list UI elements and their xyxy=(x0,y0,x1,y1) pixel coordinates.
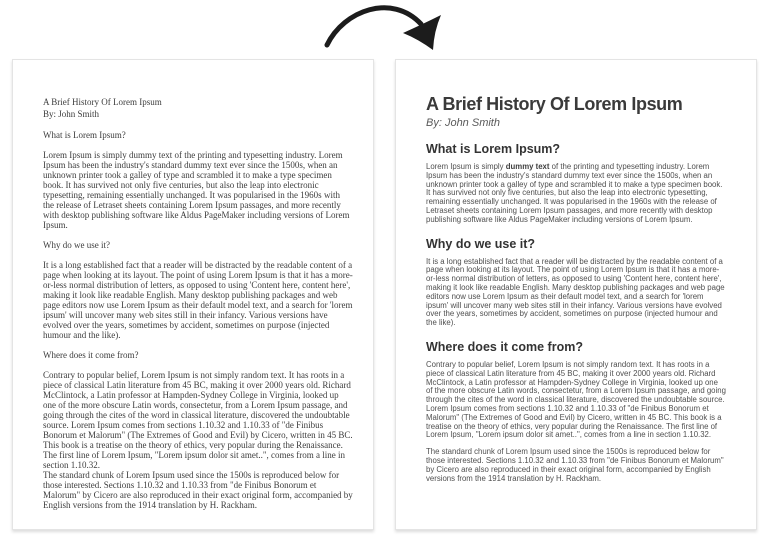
before-page-plain-document xyxy=(12,59,374,530)
paragraph: It is a long established fact that a reader will be distracted by the readable content of a page when looking at its layout. The point of using Lorem Ipsum is that it has a more-or-less normal distribution of letters, as opposed to using 'Content here, content here', making it look like readable English. Many desktop publishing packages and web page editors now use Lorem Ipsum as their default model text, and a search for 'lorem ipsum' will uncover many web sites still in their infancy. Various versions have evolved over the years, sometimes by accident, sometimes on purpose (injected humour and the like). xyxy=(426,256,725,328)
paragraph: Contrary to popular belief, Lorem Ipsum is not simply random text. It has roots in a piece of classical Latin literature from 45 BC, making it over 2000 years old. Richard McClintock, a Latin professor at Hampden-Sydney College in Virginia, looked up one of the more obscure Latin words, consectetur, from a Lorem Ipsum passage, and going through the cites of the word in classical literature, discovered the undoubtable source. Lorem Ipsum comes from sections 1.10.32 and 1.10.33 of "de Finibus Bonorum et Malorum" (The Extremes of Good and Evil) by Cicero, written in 45 BC. This book is a treatise on the theory of ethics, very popular during the Renaissance. The first line of Lorem Ipsum, "Lorem ipsum dolor sit amet..", comes from a line in section 1.10.32. xyxy=(426,359,726,440)
document-byline: By: John Smith xyxy=(43,109,100,119)
after-page-formatted-document xyxy=(395,59,757,530)
curved-arrow-icon xyxy=(300,0,460,58)
document-title: A Brief History Of Lorem Ipsum xyxy=(426,94,683,114)
section-heading: Why do we use it? xyxy=(43,240,110,250)
section-heading: What is Lorem Ipsum? xyxy=(426,142,561,156)
paragraph-text: of the printing and typesetting industry. Lorem Ipsum has been the industry's standard dummy text ever since the 1500s, when an unknown printer took a galley of type and scrambled it to make a type specimen book. It has survived not only five centuries, but also the leap into electronic typesetting, remaining essentially unchanged. It was popularised in the 1960s with the release of Letraset sheets containing Lorem Ipsum passages, and more recently with desktop publishing software like Aldus PageMaker including versions of Lorem Ipsum. xyxy=(426,162,723,224)
bold-text: dummy text xyxy=(505,162,550,171)
paragraph-text: Lorem Ipsum is simply xyxy=(426,162,506,171)
paragraph xyxy=(426,163,726,225)
section-heading: Where does it come from? xyxy=(426,339,583,354)
paragraph: Contrary to popular belief, Lorem Ipsum is not simply random text. It has roots in a piece of classical Latin literature from 45 BC, making it over 2000 years old. Richard McClintock, a Latin professor at Hampden-Sydney College in Virginia, looked up one of the more obscure Latin words, consectetur, from a Lorem Ipsum passage, and going through the cites of the word in classical literature, discovered the undoubtable source. Lorem Ipsum comes from sections 1.10.32 and 1.10.33 of "de Finibus Bonorum et Malorum" (The Extremes of Good and Evil) by Cicero, written in 45 BC. This book is a treatise on the theory of ethics, very popular during the Renaissance. The first line of Lorem Ipsum, "Lorem ipsum dolor sit amet..", comes from a line in section 1.10.32. xyxy=(43,370,353,470)
section-heading: Why do we use it? xyxy=(426,236,536,251)
paragraph: The standard chunk of Lorem Ipsum used since the 1500s is reproduced below for those interested. Sections 1.10.32 and 1.10.33 from "de Finibus Bonorum et Malorum" by Cicero are also reproduced in their exact original form, accompanied by English versions from the 1914 translation by H. Rackham. xyxy=(43,470,353,510)
section-heading: What is Lorem Ipsum? xyxy=(43,130,126,140)
document-title: A Brief History Of Lorem Ipsum xyxy=(43,97,162,107)
document-byline: By: John Smith xyxy=(426,117,500,129)
section-heading: Where does it come from? xyxy=(43,350,139,360)
paragraph: The standard chunk of Lorem Ipsum used since the 1500s is reproduced below for those interested. Sections 1.10.32 and 1.10.33 from "de Finibus Bonorum et Malorum" by Cicero are also reproduced in their exact original form, accompanied by English versions from the 1914 translation by H. Rackham. xyxy=(426,447,724,483)
paragraph: It is a long established fact that a reader will be distracted by the readable content of a page when looking at its layout. The point of using Lorem Ipsum is that it has a more-or-less normal distribution of letters, as opposed to using 'Content here, content here', making it look like readable English. Many desktop publishing packages and web page editors now use Lorem Ipsum as their default model text, and a search for 'lorem ipsum' will uncover many web sites still in their infancy. Various versions have evolved over the years, sometimes by accident, sometimes on purpose (injected humour and the like). xyxy=(43,260,353,340)
paragraph: Lorem Ipsum is simply dummy text of the printing and typesetting industry. Lorem Ipsum has been the industry's standard dummy text ever since the 1500s, when an unknown printer took a galley of type and scrambled it to make a type specimen book. It has survived not only five centuries, but also the leap into electronic typesetting, remaining essentially unchanged. It was popularised in the 1960s with the release of Letraset sheets containing Lorem Ipsum passages, and more recently with desktop publishing software like Aldus PageMaker including versions of Lorem Ipsum. xyxy=(43,150,350,230)
